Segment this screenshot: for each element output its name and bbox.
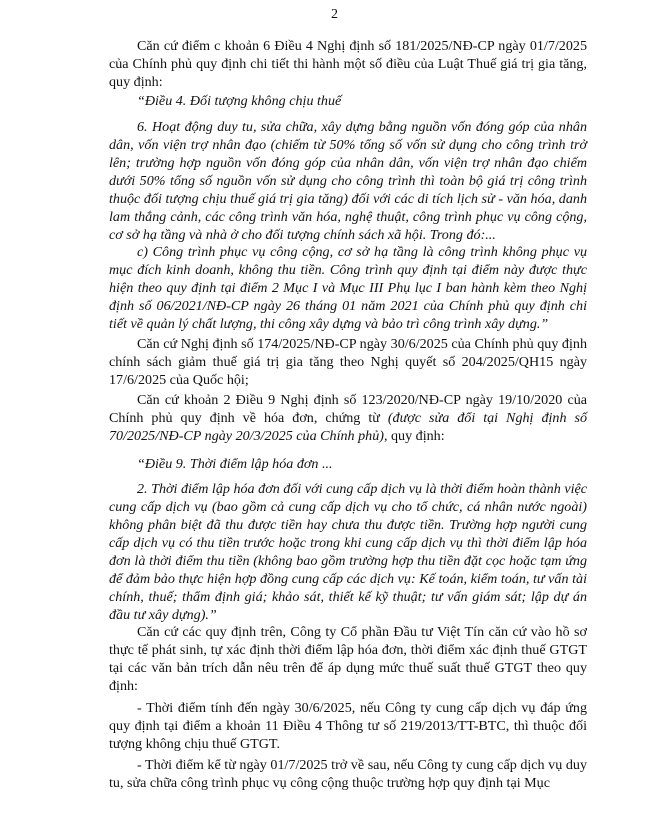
paragraph-conclusion: Căn cứ các quy định trên, Công ty Cổ phần Đầu tư Việt Tín căn cứ vào hồ sơ thực tế phát sinh, tự xác định thời điểm lập hóa đơn, thời điểm xác định thuế GTGT tại các văn bản trích dẫn nêu trên để áp dụng mức thuế suất thuế GTGT theo quy định: xyxy=(109,624,587,694)
decree-123-amendment-note: (được sửa đổi tại Nghị định số 70/2025/NĐ-CP ngày 20/3/2025 của Chính phủ) xyxy=(109,410,587,444)
paragraph-legal-basis-decree-181: Căn cứ điểm c khoản 6 Điều 4 Nghị định số 181/2025/NĐ-CP ngày 01/7/2025 của Chính phủ quy định chi tiết thi hành một số điều của Luật Thuế giá trị gia tăng, quy định: xyxy=(109,38,587,90)
quote-article-9-heading: “Điều 9. Thời điểm lập hóa đơn ... xyxy=(137,456,333,472)
bullet-from-01-7-2025: - Thời điểm kể từ ngày 01/7/2025 trở về sau, nếu Công ty cung cấp dịch vụ duy tu, sửa chữa công trình phục vụ công cộng thuộc trường hợp quy định tại Mục xyxy=(109,757,587,791)
quote-article-9-clause-2: 2. Thời điểm lập hóa đơn đối với cung cấp dịch vụ là thời điểm hoàn thành việc cung cấp dịch vụ (bao gồm cả cung cấp dịch vụ cho tổ chức, cá nhân nước ngoài) không phân biệt đã thu được tiền hay chưa thu được tiền. Trường hợp người cung cấp dịch vụ có thu tiền trước hoặc trong khi cung cấp dịch vụ thì thời điểm lập hóa đơn là thời điểm thu tiền (không bao gồm trường hợp thu tiền đặt cọc hoặc tạm ứng để đảm bảo thực hiện hợp đồng cung cấp các dịch vụ: Kế toán, kiểm toán, tư vấn tài chính, thuế; thẩm định giá; khảo sát, thiết kế kỹ thuật; tư vấn giám sát; lập dự án đầu tư xây dựng).” xyxy=(109,481,587,623)
quote-article-4-clause-6: 6. Hoạt động duy tu, sửa chữa, xây dựng bằng nguồn vốn đóng góp của nhân dân, vốn viện trợ nhân đạo (chiếm từ 50% tổng số vốn sử dụng cho công trình trở lên; trường hợp nguồn vốn đóng góp của nhân dân, vốn viện trợ nhân đạo chiếm dưới 50% tổng số nguồn vốn sử dụng cho công trình thì toàn bộ giá trị công trình thuộc đối tượng chịu thuế giá trị gia tăng) đối với các di tích lịch sử - văn hóa, danh lam thắng cảnh, các công trình văn hóa, nghệ thuật, công trình phục vụ công cộng, cơ sở hạ tầng và nhà ở cho đối tượng chính sách xã hội. Trong đó:... xyxy=(109,119,587,243)
bullet-before-30-6-2025: - Thời điểm tính đến ngày 30/6/2025, nếu Công ty cung cấp dịch vụ đáp ứng quy định tại điểm a khoản 11 Điều 4 Thông tư số 219/2013/TT-BTC, thì thuộc đối tượng không chịu thuế GTGT. xyxy=(109,700,587,752)
quote-article-4-heading: “Điều 4. Đối tượng không chịu thuế xyxy=(137,93,342,109)
paragraph-legal-basis-decree-174: Căn cứ Nghị định số 174/2025/NĐ-CP ngày 30/6/2025 của Chính phủ quy định chính sách giảm thuế giá trị gia tăng theo Nghị quyết số 204/2025/QH15 ngày 17/6/2025 của Quốc hội; xyxy=(109,336,587,388)
page-number: 2 xyxy=(331,7,338,22)
quote-article-4-point-c: c) Công trình phục vụ công cộng, cơ sở hạ tầng là công trình không phục vụ mục đích kinh doanh, không thu tiền. Công trình quy định tại điểm này được thực hiện theo quy định tại điểm 2 Mục I và Mục III Phụ lục I ban hành kèm theo Nghị định số 06/2021/NĐ-CP ngày 26 tháng 01 năm 2021 của Chính phủ quy định chi tiết về quản lý chất lượng, thi công xây dựng và bảo trì công trình xây dựng.” xyxy=(109,244,587,332)
decree-123-tail: , quy định: xyxy=(383,428,445,444)
paragraph-legal-basis-decree-123 xyxy=(109,391,587,445)
decree-123-text: Căn cứ khoản 2 Điều 9 Nghị định số 123/2020/NĐ-CP ngày 19/10/2020 của Chính phủ quy định về hóa đơn, chứng từ xyxy=(109,392,587,426)
